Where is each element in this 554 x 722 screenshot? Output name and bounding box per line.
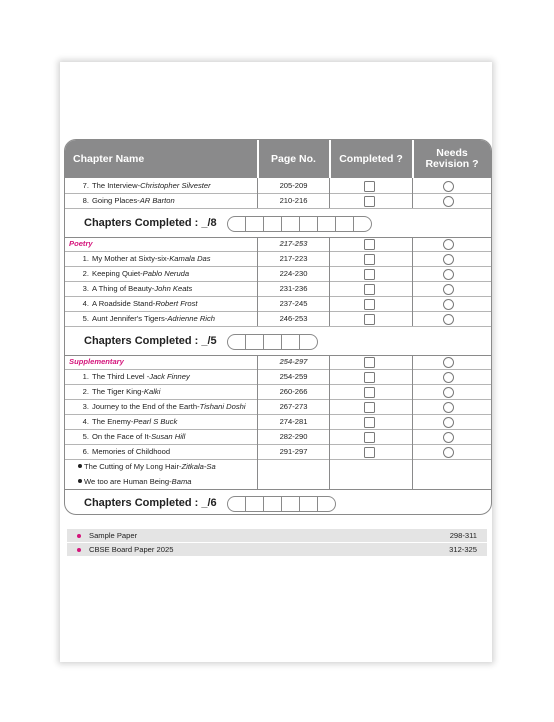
chapter-title: The Enemy-	[92, 417, 134, 426]
chapter-row	[65, 251, 491, 267]
completed-checkbox[interactable]	[364, 181, 375, 192]
column-divider	[329, 178, 330, 208]
chapter-title: On the Face of It-	[92, 432, 152, 441]
progress-box[interactable]	[300, 335, 317, 349]
header-divider	[257, 140, 259, 178]
header-needs-revision: Needs Revision ?	[425, 147, 479, 170]
header-divider	[412, 140, 414, 178]
chapter-row	[65, 193, 491, 209]
revision-radio[interactable]	[443, 269, 454, 280]
chapter-name	[65, 444, 170, 459]
column-divider	[412, 237, 413, 326]
chapter-title: My Mother at Sixty-six-	[92, 254, 170, 263]
completed-checkbox[interactable]	[364, 417, 375, 428]
completed-checkbox[interactable]	[364, 254, 375, 265]
chapter-author: John Keats	[154, 284, 193, 293]
chapter-author: Tishani Doshi	[199, 402, 246, 411]
completed-checkbox[interactable]	[364, 269, 375, 280]
section-title: Supplementary	[69, 357, 124, 366]
page-range: 291-297	[279, 447, 308, 456]
chapter-number: 2.	[82, 387, 89, 396]
chapter-name	[65, 281, 192, 296]
section-page-range: 217-253	[279, 239, 308, 248]
completed-checkbox[interactable]	[364, 314, 375, 325]
chapter-name	[65, 429, 185, 444]
chapter-title: A Roadside Stand-	[92, 299, 156, 308]
chapters-completed-label: Chapters Completed : _/8	[84, 217, 217, 229]
footer-item-label: Sample Paper	[89, 531, 138, 540]
column-divider	[257, 178, 258, 208]
chapter-name	[65, 384, 160, 399]
chapters-completed-row	[65, 490, 491, 515]
table-header	[65, 140, 491, 178]
progress-box[interactable]	[264, 217, 282, 231]
chapter-name	[65, 399, 246, 414]
chapter-number: 4.	[82, 417, 89, 426]
chapter-row	[65, 429, 491, 445]
progress-box[interactable]	[300, 217, 318, 231]
chapter-number: 3.	[82, 402, 89, 411]
page-range: 246-253	[279, 314, 308, 323]
sub-item-text	[84, 474, 192, 489]
progress-box[interactable]	[282, 335, 300, 349]
section-page-range: 254-297	[279, 357, 308, 366]
revision-radio[interactable]	[443, 196, 454, 207]
chapter-name	[65, 178, 211, 193]
completed-checkbox[interactable]	[364, 432, 375, 443]
chapters-completed-row	[65, 328, 491, 356]
footer-item-pages: 298-311	[449, 531, 477, 540]
chapter-name	[65, 414, 177, 429]
chapter-name	[65, 251, 211, 266]
sub-item-title: We too are Human Being-	[84, 477, 172, 486]
section-header	[65, 237, 491, 252]
completed-checkbox[interactable]	[364, 239, 375, 250]
chapter-row	[65, 384, 491, 400]
chapter-name	[65, 296, 198, 311]
bullet-dot	[78, 479, 82, 483]
completed-checkbox[interactable]	[364, 372, 375, 383]
column-divider	[257, 237, 258, 326]
page-range: 217-223	[279, 254, 308, 263]
bullet-dot	[77, 548, 81, 552]
chapter-number: 8.	[82, 196, 89, 205]
chapter-author: Pearl S Buck	[133, 417, 178, 426]
revision-radio[interactable]	[443, 299, 454, 310]
chapter-row	[65, 266, 491, 282]
progress-box[interactable]	[264, 497, 282, 511]
page-range: 237-245	[279, 299, 308, 308]
chapters-completed-label: Chapters Completed : _/6	[84, 497, 217, 509]
chapter-title: Keeping Quiet-	[92, 269, 143, 278]
chapter-row	[65, 444, 491, 460]
progress-box[interactable]	[318, 497, 335, 511]
chapter-number: 4.	[82, 299, 89, 308]
column-divider	[412, 178, 413, 208]
revision-radio[interactable]	[443, 254, 454, 265]
sub-item-author: Zitkala-Sa	[181, 462, 216, 471]
progress-box[interactable]	[228, 497, 246, 511]
progress-box[interactable]	[246, 497, 264, 511]
chapter-title: A Thing of Beauty-	[92, 284, 155, 293]
revision-radio[interactable]	[443, 402, 454, 413]
sub-item-title: The Cutting of My Long Hair-	[84, 462, 182, 471]
chapter-title: Journey to the End of the Earth-	[92, 402, 200, 411]
revision-radio[interactable]	[443, 387, 454, 398]
chapter-number: 6.	[82, 447, 89, 456]
completed-checkbox[interactable]	[364, 284, 375, 295]
progress-box[interactable]	[282, 217, 300, 231]
chapter-row	[65, 296, 491, 312]
chapter-author: Adrienne Rich	[167, 314, 216, 323]
progress-box[interactable]	[318, 217, 336, 231]
revision-radio[interactable]	[443, 239, 454, 250]
page-range: 210-216	[279, 196, 308, 205]
revision-radio[interactable]	[443, 314, 454, 325]
bullet-dot	[78, 464, 82, 468]
page-range: 260-266	[279, 387, 308, 396]
chapter-title: The Tiger King-	[92, 387, 144, 396]
progress-boxes	[227, 334, 318, 350]
progress-boxes	[227, 496, 336, 512]
chapter-author: Robert Frost	[155, 299, 198, 308]
chapter-row	[65, 311, 491, 327]
chapters-completed-label: Chapters Completed : _/5	[84, 335, 217, 347]
page-range: 267-273	[279, 402, 308, 411]
page-range: 231-236	[279, 284, 308, 293]
chapter-author: Jack Finney	[149, 372, 190, 381]
revision-radio[interactable]	[443, 357, 454, 368]
chapter-row	[65, 369, 491, 385]
column-divider	[329, 237, 330, 326]
sub-item	[65, 474, 258, 489]
chapter-row	[65, 281, 491, 297]
chapter-author: Susan Hill	[151, 432, 186, 441]
completed-checkbox[interactable]	[364, 196, 375, 207]
progress-box[interactable]	[264, 335, 282, 349]
column-divider	[329, 355, 330, 489]
chapter-title: The Interview-	[92, 181, 141, 190]
page-range: 282-290	[279, 432, 308, 441]
progress-box[interactable]	[300, 497, 318, 511]
column-divider	[412, 355, 413, 489]
progress-box[interactable]	[246, 335, 264, 349]
revision-radio[interactable]	[443, 447, 454, 458]
completed-checkbox[interactable]	[364, 387, 375, 398]
progress-box[interactable]	[246, 217, 264, 231]
bullet-dot	[77, 534, 81, 538]
revision-radio[interactable]	[443, 372, 454, 383]
chapter-author: Kamala Das	[169, 254, 211, 263]
footer-item	[67, 529, 487, 542]
progress-boxes	[227, 216, 372, 232]
sub-item	[65, 459, 258, 474]
footer-item-label: CBSE Board Paper 2025	[89, 545, 174, 554]
sub-item-text	[84, 459, 216, 474]
progress-box[interactable]	[228, 335, 246, 349]
progress-box[interactable]	[282, 497, 300, 511]
chapter-name	[65, 369, 190, 384]
completed-checkbox[interactable]	[364, 357, 375, 368]
chapter-row	[65, 178, 491, 194]
chapter-number: 2.	[82, 269, 89, 278]
chapter-title: The Third Level -	[92, 372, 150, 381]
chapter-name	[65, 266, 189, 281]
progress-box[interactable]	[228, 217, 246, 231]
section-title: Poetry	[69, 239, 93, 248]
chapter-number: 3.	[82, 284, 89, 293]
chapter-title: Going Places-	[92, 196, 140, 205]
progress-box[interactable]	[336, 217, 354, 231]
chapter-author: Pablo Neruda	[142, 269, 190, 278]
chapter-name	[65, 311, 215, 326]
chapter-author: Kalki	[143, 387, 161, 396]
page-range: 224-230	[279, 269, 308, 278]
revision-radio[interactable]	[443, 284, 454, 295]
section-header	[65, 355, 491, 370]
chapter-number: 7.	[82, 181, 89, 190]
header-chapter-name: Chapter Name	[73, 152, 145, 165]
chapter-tracker-table	[64, 139, 492, 515]
revision-radio[interactable]	[443, 181, 454, 192]
header-completed: Completed ?	[339, 152, 403, 165]
chapter-title: Aunt Jennifer's Tigers-	[92, 314, 168, 323]
sub-item-author: Bama	[171, 477, 192, 486]
chapter-number: 5.	[82, 314, 89, 323]
completed-checkbox[interactable]	[364, 299, 375, 310]
footer-item	[67, 543, 487, 556]
revision-radio[interactable]	[443, 417, 454, 428]
chapter-number: 1.	[82, 372, 89, 381]
column-divider	[257, 355, 258, 489]
chapter-author: AR Barton	[139, 196, 175, 205]
completed-checkbox[interactable]	[364, 402, 375, 413]
chapter-number: 1.	[82, 254, 89, 263]
chapter-number: 5.	[82, 432, 89, 441]
page-range: 205-209	[279, 181, 308, 190]
revision-radio[interactable]	[443, 432, 454, 443]
page-range: 254-259	[279, 372, 308, 381]
progress-box[interactable]	[354, 217, 371, 231]
chapters-completed-row	[65, 210, 491, 238]
chapter-name	[65, 193, 175, 208]
chapter-row	[65, 399, 491, 415]
header-page-no: Page No.	[271, 152, 316, 165]
chapter-author: Christopher Silvester	[140, 181, 211, 190]
page-range: 274-281	[279, 417, 308, 426]
completed-checkbox[interactable]	[364, 447, 375, 458]
chapter-row	[65, 414, 491, 430]
header-divider	[329, 140, 331, 178]
footer-item-pages: 312-325	[449, 545, 477, 554]
chapter-title: Memories of Childhood	[92, 447, 171, 456]
